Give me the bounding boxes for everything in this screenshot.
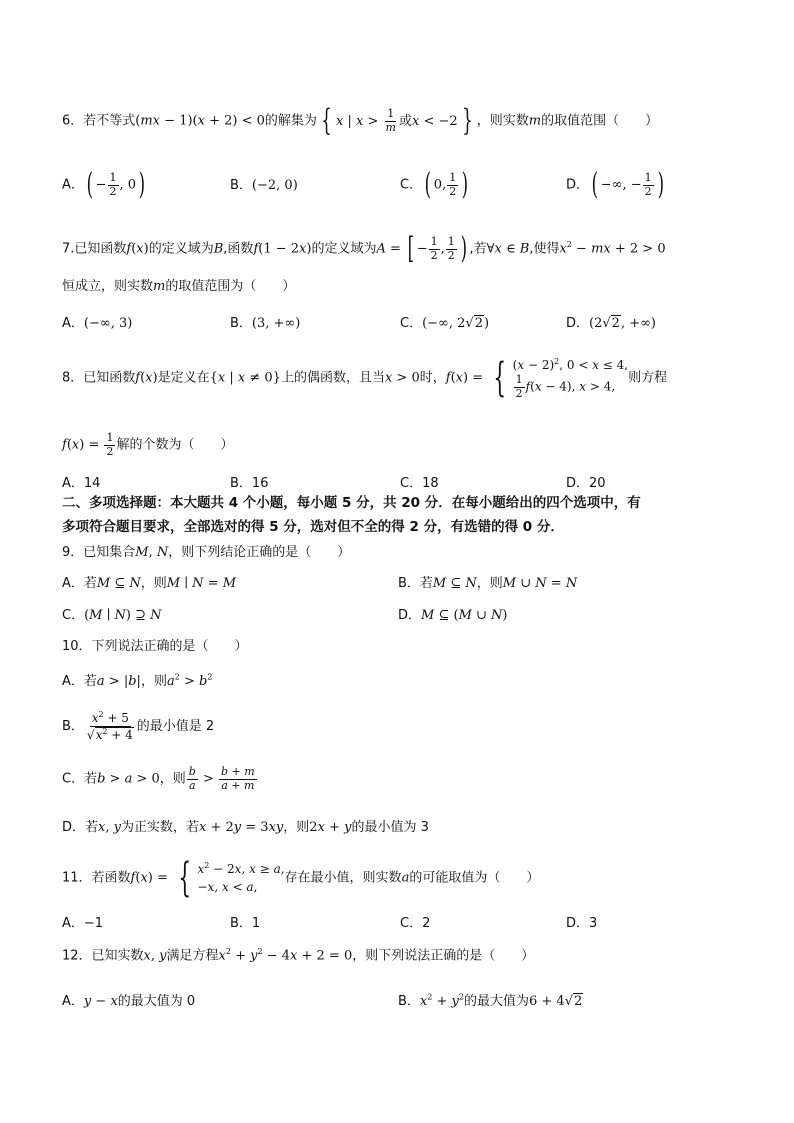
q8-option-a[interactable]: A．14 — [62, 476, 101, 491]
q6-stem: 6．若不等式(mx − 1)(x + 2) < 0的解集为 { x | x > $\frac{1}{m}$ 或x < −2 } ，则实数m的取值范围（ ） — [62, 103, 659, 138]
q6-option-d[interactable]: D．( −∞, − $\frac{1}{2}$ ) — [566, 167, 664, 202]
q9-option-b[interactable]: B．若M ⊆ N，则M ∪ N = N — [398, 576, 578, 591]
section-2-heading-line2: 多项符合题目要求，全部选对的得 5 分，选对但不全的得 2 分，有选错的得 0 分． — [62, 519, 564, 535]
q8-option-d[interactable]: D．20 — [566, 476, 606, 491]
q9-option-d[interactable]: D．M ⊆ (M ∪ N) — [398, 608, 508, 623]
q10-option-a[interactable]: A．若a > |b|，则$a^2 > b^2$ — [62, 672, 213, 689]
q6-inequality: (mx − 1)(x + 2) < 0 — [135, 113, 265, 129]
q9-option-c[interactable]: C．(M ∣ N) ⊇ N — [62, 608, 162, 623]
q7-option-c[interactable]: C．(−∞, 2√2) — [400, 316, 490, 331]
q10-option-d[interactable]: D．若x, y为正实数，若x + 2y = 3xy，则2x + y的最小值为 3 — [62, 820, 429, 835]
q7-stem: 7.已知函数f(x)的定义域为B,函数f(1 − 2x)的定义域为A = [ − $\frac{1}{2}$ , $\frac{1}{2}$ ) ,若∀x ∈ B,使得$x^2$ − mx + 2 > 0 — [62, 231, 666, 266]
q6-solution-set: { x | x > $\frac{1}{m}$ 或x < −2 } — [321, 103, 473, 138]
q10-option-c[interactable]: C．若b > a > 0，则 $\frac{b}{a}$ > $\frac{b + m}{a + m}$ — [62, 765, 255, 792]
q7-option-d[interactable]: D．(2√2, +∞) — [566, 316, 656, 331]
q12-stem: 12．已知实数x, y满足方程$x^2 + y^2 - 4x + 2 = 0$，则下列说法正确的是（ ） — [62, 947, 535, 964]
q9-stem: 9．已知集合M, N，则下列结论正确的是（ ） — [62, 545, 351, 560]
q11-option-c[interactable]: C．2 — [400, 916, 431, 931]
q10-stem: 10．下列说法正确的是（ ） — [62, 639, 248, 654]
q6-option-a[interactable]: A．( − $\frac{1}{2}$ , 0) — [62, 167, 146, 202]
q11-option-a[interactable]: A．−1 — [62, 916, 104, 931]
q11-option-b[interactable]: B．1 — [230, 916, 261, 931]
q11-stem: 11．若函数f(x) = { $x^2 - 2x$, x ≥ a, −x, x < a, 存在最小值，则实数a的可能取值为（ ） — [62, 855, 540, 901]
q12-option-b[interactable]: B．$x^2 + y^2$的最大值为6 + 4√2 — [398, 992, 583, 1009]
q9-option-a[interactable]: A．若M ⊆ N，则M ∣ N = M — [62, 576, 237, 591]
q7-option-b[interactable]: B．(3, +∞) — [230, 316, 301, 331]
q8-option-b[interactable]: B．16 — [230, 476, 269, 491]
q6-option-b[interactable]: B．(−2, 0) — [230, 178, 298, 193]
q11-option-d[interactable]: D．3 — [566, 916, 598, 931]
q8-option-c[interactable]: C．18 — [400, 476, 439, 491]
section-2-heading-line1: 二、多项选择题：本大题共 4 个小题，每小题 5 分，共 20 分．在每小题给出的四个选项中，有 — [62, 495, 641, 511]
q8-stem: 8．已知函数f(x)是定义在{x | x ≠ 0}上的偶函数，且当x > 0时，f(x) = { $(x - 2)^2$, 0 < x ≤ 4, $\frac{1}{2}$ f(x − 4), x > 4, 则方程 — [62, 355, 668, 402]
q6-option-c[interactable]: C．( 0, $\frac{1}{2}$ ) — [400, 167, 469, 202]
q8-line2: f(x) = $\frac{1}{2}$ 解的个数为（ ） — [62, 431, 234, 458]
q10-option-b[interactable]: B． $\frac{x^2 + 5}{√x^2 + 4}$ 的最小值是 2 — [62, 710, 215, 742]
q12-option-a[interactable]: A．y − x的最大值为 0 — [62, 994, 196, 1009]
q7-line2: 恒成立，则实数m的取值范围为（ ） — [62, 279, 296, 294]
q7-option-a[interactable]: A．(−∞, 3) — [62, 316, 133, 331]
